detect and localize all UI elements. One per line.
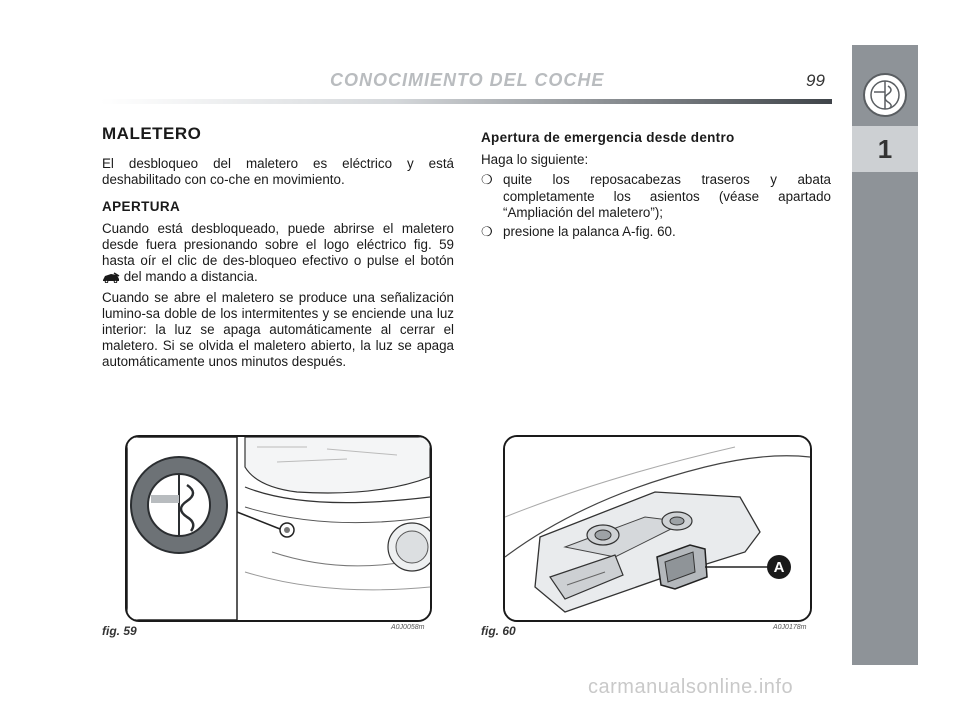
opening-paragraph	[102, 221, 454, 286]
bullet-icon: ❍	[481, 172, 493, 188]
section-title: MALETERO	[102, 124, 202, 143]
emergency-intro: Haga lo siguiente:	[481, 152, 589, 168]
watermark: carmanualsonline.info	[588, 676, 794, 698]
alfa-romeo-logo-icon	[862, 72, 908, 118]
figure-59-trunk-logo	[125, 435, 432, 622]
callout-a-label: A	[773, 558, 785, 576]
opening-text-before-icon: Cuando está desbloqueado, puede abrirse el maletero desde fuera presionando sobre el logo eléctrico fig. 59 hasta oír el clic de des-bloqueo efectivo o pulse el botón	[102, 220, 454, 269]
header-title: CONOCIMIENTO DEL COCHE	[330, 70, 605, 90]
signalling-paragraph: Cuando se abre el maletero se produce una señalización lumino-sa doble de los intermitentes y se enciende una luz interior: la luz se apaga automáticamente al cerrar el maletero. Si se olvida el maletero abierto, la luz se apaga automáticamente unos minutos después.	[102, 289, 454, 370]
figure-59-caption: fig. 59	[102, 624, 137, 638]
step-text: presione la palanca A-fig. 60.	[503, 224, 676, 240]
callout-a-badge	[767, 555, 791, 579]
emergency-steps	[481, 172, 831, 240]
chapter-number: 1	[852, 126, 918, 172]
intro-paragraph: El desbloqueo del maletero es eléctrico y está deshabilitado con co-che en movimiento.	[102, 156, 454, 188]
figure-60-caption: fig. 60	[481, 624, 516, 638]
figure-59-code: A0J0058m	[391, 624, 425, 631]
page-number: 99	[806, 71, 825, 90]
subsection-title: APERTURA	[102, 198, 181, 214]
figure-60-emergency-lever	[503, 435, 812, 622]
lever-illustration	[505, 437, 810, 620]
header-rule	[100, 99, 832, 104]
emergency-title: Apertura de emergencia desde dentro	[481, 130, 735, 145]
step-text: quite los reposacabezas traseros y abata completamente los asientos (véase apartado “Ampliación del maletero”);	[503, 172, 831, 220]
trunk-logo-illustration	[127, 437, 430, 620]
figure-60-code: A0J0178m	[773, 624, 807, 631]
opening-text-after-icon: del mando a distancia.	[123, 269, 258, 285]
list-item	[481, 172, 831, 221]
right-column	[481, 124, 831, 243]
left-column	[102, 124, 454, 375]
bullet-icon: ❍	[481, 224, 493, 240]
car-trunk-icon	[102, 272, 120, 283]
list-item	[481, 224, 831, 240]
